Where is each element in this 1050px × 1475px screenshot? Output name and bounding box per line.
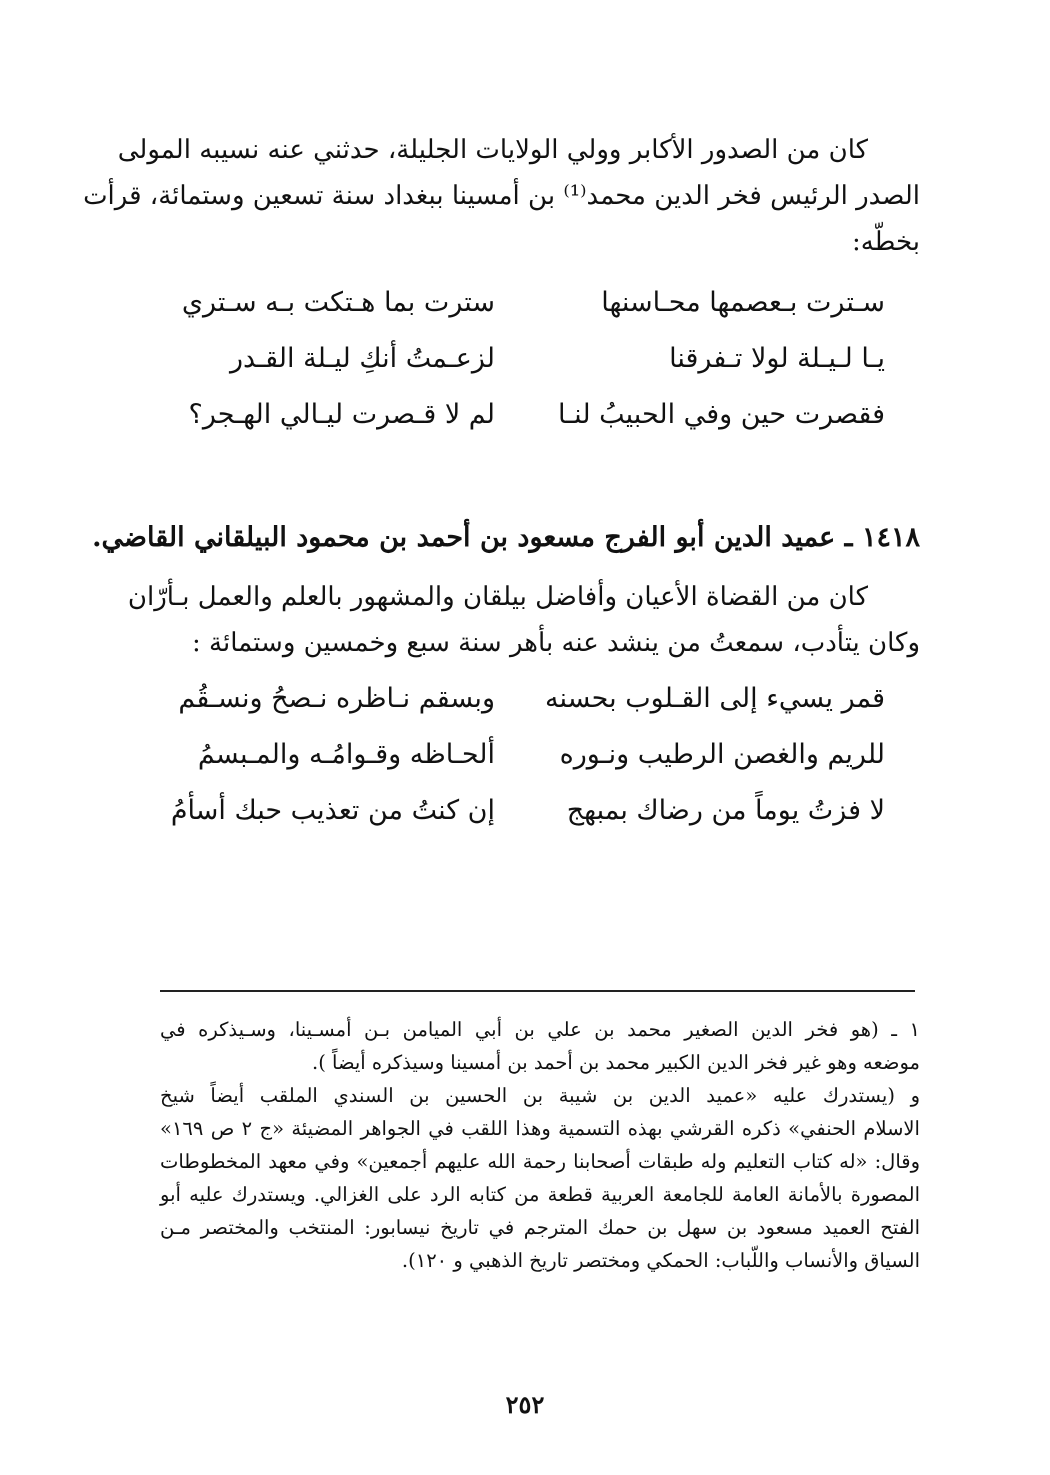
entry-heading: ١٤١٨ ـ عميد الدين أبو الفرج مسعود بن أحمد بن محمود البيلقاني القاضي.: [92, 522, 920, 553]
verse-second-hemistich: لزعـمتُ أنكِ ليـلة القـدر: [230, 343, 495, 374]
footnote-line: الاسلام الحنفي» ذكره القرشي بهذه التسمية وهذا اللقب في الجواهر المضيئة «ج ٢ ص ١٦٩»: [160, 1117, 920, 1140]
footnote-line: موضعه وهو غير فخر الدين الكبير محمد بن أحمد بن أمسينا وسيذكره أيضاً ).: [312, 1051, 920, 1074]
verse-first-hemistich: لا فزتُ يوماً من رضاك بمبهج: [566, 795, 885, 826]
verse: [160, 795, 920, 851]
verse-first-hemistich: للريم والغصن الرطيب ونـوره: [559, 739, 885, 770]
paragraph-line: كان من الصدور الأكابر وولي الولايات الجليلة، حدثني عنه نسيبه المولى: [117, 135, 868, 165]
verse: [160, 683, 920, 739]
verse: [160, 739, 920, 795]
footnote-line: الفتح العميد مسعود بن سهل بن حمك المترجم في تاريخ نيسابور: المنتخب والمختصر مـن: [160, 1216, 920, 1239]
verse-second-hemistich: إن كنتُ من تعذيب حبك أسأمُ: [170, 795, 495, 826]
verse-first-hemistich: سـترت بـعصمها محـاسنها: [601, 287, 885, 318]
verse: [160, 343, 920, 399]
paragraph-line: وكان يتأدب، سمعتُ من ينشد عنه بأهر سنة سبع وخمسين وستمائة :: [192, 628, 920, 658]
paragraph-line: كان من القضاة الأعيان وأفاضل بيلقان والمشهور بالعلم والعمل بـأرّان: [127, 582, 868, 612]
footnotes: [160, 1013, 920, 1277]
paragraph-line: الصدر الرئيس فخر الدين محمد⁽¹⁾ بن أمسينا ببغداد سنة تسعين وستمائة، قرأت: [83, 181, 920, 211]
footnote-separator: [160, 990, 915, 992]
verse-first-hemistich: فقصرت حين وفي الحبيبُ لنـا: [558, 399, 885, 430]
continued-entry-paragraph: [83, 127, 920, 265]
footnote-line: و (يستدرك عليه «عميد الدين بن شيبة بن الحسين بن السندي الملقب أيضاً شيخ: [160, 1084, 920, 1107]
poem-continued-entry: [160, 287, 920, 455]
footnote-line: وقال: «له كتاب التعليم وله طبقات أصحابنا رحمة الله عليهم أجمعين» وفي معهد المخطوطات: [160, 1150, 920, 1173]
footnote-line: ١ ـ (هو فخر الدين الصغير محمد بن علي بن أبي الميامن بـن أمسـينا، وسـيذكره في: [160, 1018, 920, 1041]
footnote-line: السياق والأنساب واللّباب: الحمكي ومختصر تاريخ الذهبي و ١٢٠).: [401, 1249, 920, 1272]
verse: [160, 399, 920, 455]
verse-first-hemistich: يـا لـيـلة لولا تـفرقنا: [669, 343, 885, 374]
verse-second-hemistich: سترت بما هـتكت بـه سـتري: [181, 287, 495, 318]
verse-second-hemistich: لم لا قـصرت ليـالي الهـجر؟: [188, 399, 495, 430]
footnote-line: المصورة بالأمانة العامة للجامعة العربية قطعة من كتابه الرد على الغزالي. ويستدرك عليه أبو: [160, 1183, 920, 1206]
verse-second-hemistich: وبسقم نـاظره نـصحُ ونسـقُم: [178, 683, 495, 714]
entry-paragraph: [127, 574, 920, 666]
verse: [160, 287, 920, 343]
poem-entry-1418: [160, 683, 920, 851]
page-number: ٢٥٢: [505, 1390, 545, 1419]
verse-first-hemistich: قمر يسيء إلى القـلوب بحسنه: [544, 683, 885, 714]
verse-second-hemistich: ألحـاظه وقـوامُـه والمـبسمُ: [197, 739, 495, 770]
paragraph-line: بخطّه:: [851, 227, 920, 257]
